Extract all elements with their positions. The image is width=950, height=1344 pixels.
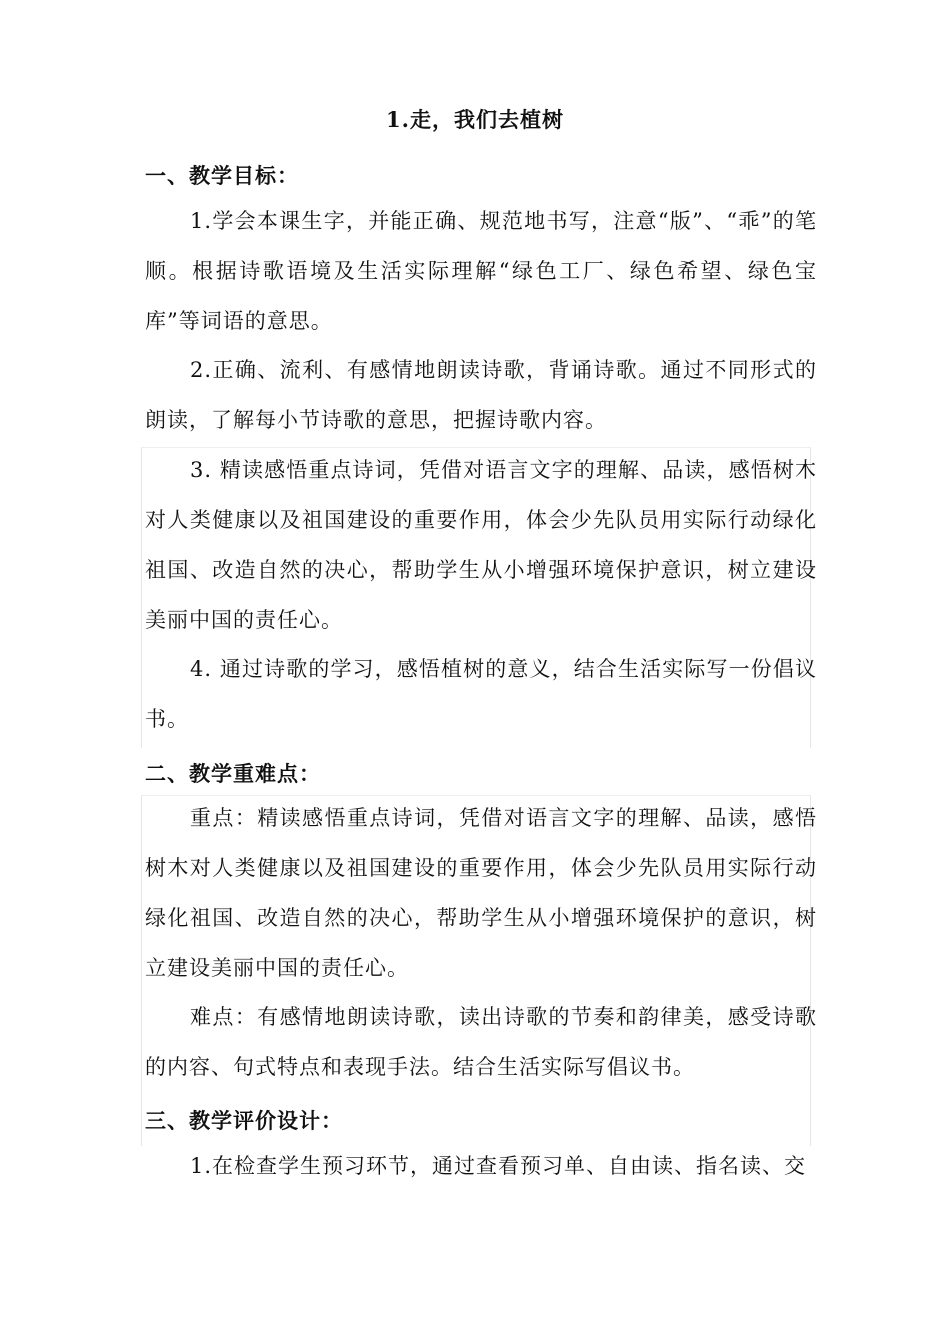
objective-paragraph-2: 2.正确、流利、有感情地朗读诗歌，背诵诗歌。通过不同形式的朗读，了解每小节诗歌的意思，把握诗歌内容。 <box>145 358 817 432</box>
key-point-paragraph: 重点：精读感悟重点诗词，凭借对语言文字的理解、品读，感悟树木对人类健康以及祖国建设的重要作用，体会少先队员用实际行动绿化祖国、改造自然的决心，帮助学生从小增强环境保护的意识，树立建设美丽中国的责任心。 <box>145 806 817 980</box>
document-title: 1.走，我们去植树 <box>386 107 564 132</box>
section-heading-key-points: 二、教学重难点： <box>145 761 321 786</box>
difficulty-paragraph: 难点：有感情地朗读诗歌，读出诗歌的节奏和韵律美，感受诗歌的内容、句式特点和表现手法。结合生活实际写倡议书。 <box>145 1005 817 1079</box>
objective-paragraph-1: 1.学会本课生字，并能正确、规范地书写，注意“版”、“乖”的笔顺。根据诗歌语境及生活实际理解“绿色工厂、绿色希望、绿色宝库”等词语的意思。 <box>145 209 817 333</box>
section-heading-objectives: 一、教学目标： <box>145 163 299 188</box>
evaluation-paragraph-1: 1.在检查学生预习环节，通过查看预习单、自由读、指名读、交 <box>190 1154 807 1178</box>
section-heading-evaluation: 三、教学评价设计： <box>145 1108 343 1133</box>
objective-paragraph-3: 3. 精读感悟重点诗词，凭借对语言文字的理解、品读，感悟树木对人类健康以及祖国建设的重要作用，体会少先队员用实际行动绿化祖国、改造自然的决心，帮助学生从小增强环境保护意识，树立建设美丽中国的责任心。 <box>145 458 817 632</box>
objective-paragraph-4: 4. 通过诗歌的学习，感悟植树的意义，结合生活实际写一份倡议书。 <box>145 657 817 731</box>
